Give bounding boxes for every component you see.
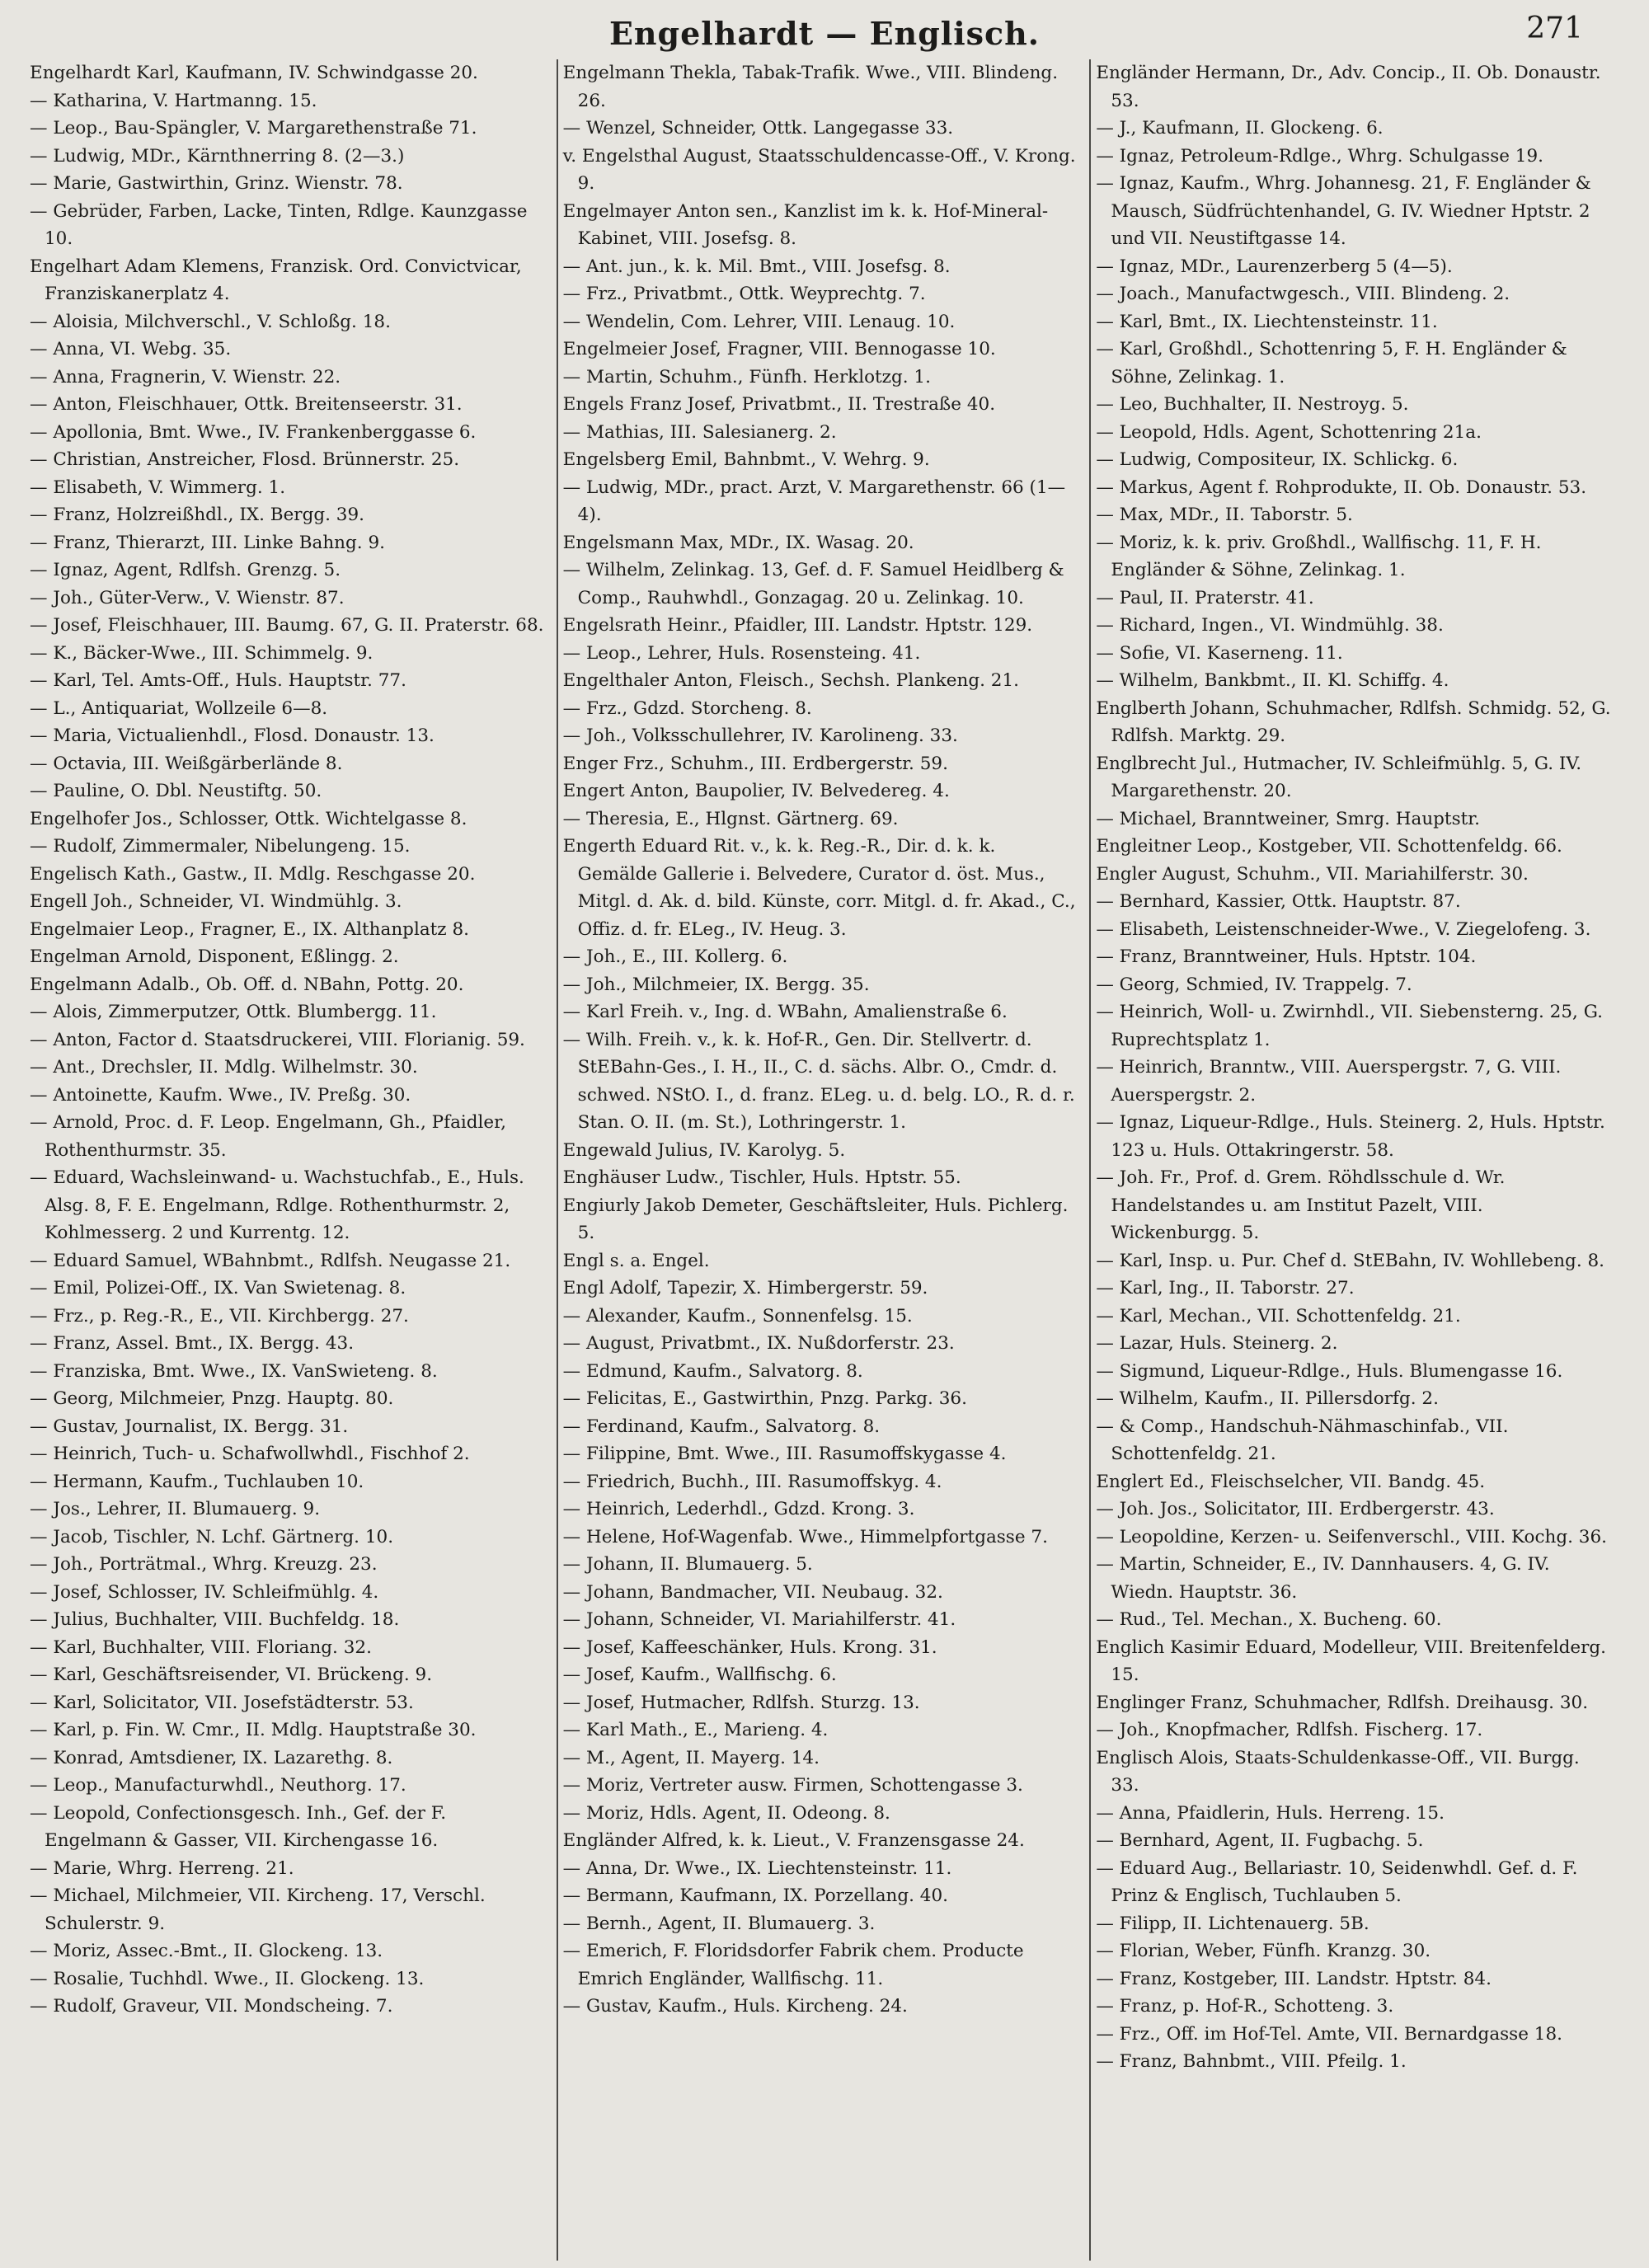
running-head: Engelhardt — Englisch. [608, 15, 1041, 52]
directory-entry: — Anna, Dr. Wwe., IX. Liechtensteinstr. 11. [562, 1857, 952, 1879]
directory-entry: — Joh., Milchmeier, IX. Bergg. 35. [562, 974, 870, 995]
directory-entry: — Bernhard, Agent, II. Fugbachg. 5. [1096, 1830, 1424, 1851]
directory-entry: Engelman Arnold, Disponent, Eßlingg. 2. [30, 946, 399, 967]
directory-entry: — Ignaz, Liqueur-Rdlge., Huls. Steinerg. 2, Huls. Hptstr. 123 u. Huls. Ottakringerstr. 58. [1096, 1112, 1605, 1161]
directory-entry: — Michael, Milchmeier, VII. Kircheng. 17, Verschl. Schulerstr. 9. [30, 1885, 486, 1934]
directory-entry: — Eduard Samuel, WBahnbmt., Rdlfsh. Neugasse 21. [30, 1250, 511, 1271]
directory-entry: — Frz., Off. im Hof-Tel. Amte, VII. Bernardgasse 18. [1096, 2023, 1562, 2045]
directory-entry: — Joh., Güter-Verw., V. Wienstr. 87. [30, 587, 345, 608]
directory-entry: Engerth Eduard Rit. v., k. k. Reg.-R., Dir. d. k. k. Gemälde Gallerie i. Belvedere, Curator d. öst. Mus., Mitgl. d. Ak. d. bild. Künste, corr. Mitgl. d. fr. Akad., C., Offiz. d. fr. ELeg., IV. Heug. 3. [562, 836, 1076, 940]
directory-entry: — Leopoldine, Kerzen- u. Seifenverschl., VIII. Kochg. 36. [1096, 1526, 1608, 1547]
directory-entry: Engelsrath Heinr., Pfaidler, III. Landstr. Hptstr. 129. [562, 615, 1033, 636]
directory-entry: Engelisch Kath., Gastw., II. Mdlg. Reschgasse 20. [30, 863, 476, 885]
directory-entry: — Antoinette, Kaufm. Wwe., IV. Preßg. 30. [30, 1084, 411, 1106]
directory-entry: — Felicitas, E., Gastwirthin, Pnzg. Parkg. 36. [562, 1388, 967, 1409]
directory-entry: — Joh., Volksschullehrer, IV. Karolineng. 33. [562, 725, 958, 746]
directory-entry: — Josef, Kaffeeschänker, Huls. Krong. 31. [562, 1636, 937, 1658]
directory-entry: — Franziska, Bmt. Wwe., IX. VanSwieteng. 8. [30, 1360, 438, 1382]
directory-entry: — Apollonia, Bmt. Wwe., IV. Frankenberggasse 6. [30, 421, 477, 443]
directory-entry: — Ludwig, MDr., Kärnthnerring 8. (2—3.) [30, 145, 405, 167]
directory-entry: Engelmann Adalb., Ob. Off. d. NBahn, Pottg. 20. [30, 974, 464, 995]
directory-entry: — Ignaz, MDr., Laurenzerberg 5 (4—5). [1096, 256, 1453, 277]
directory-entry: — Frz., Privatbmt., Ottk. Weyprechtg. 7. [562, 284, 926, 304]
directory-entry: — Johann, Schneider, VI. Mariahilferstr. 41. [562, 1609, 956, 1630]
directory-entry: Englinger Franz, Schuhmacher, Rdlfsh. Dreihausg. 30. [1096, 1692, 1589, 1713]
directory-entry: Engelsmann Max, MDr., IX. Wasag. 20. [562, 532, 914, 553]
directory-entry: Engl s. a. Engel. [562, 1250, 710, 1271]
directory-entry: — Franz, Branntweiner, Huls. Hptstr. 104. [1096, 946, 1477, 967]
directory-entry: Engler August, Schuhm., VII. Mariahilferstr. 30. [1096, 863, 1529, 885]
directory-entry: — Marie, Gastwirthin, Grinz. Wienstr. 78. [30, 173, 403, 194]
directory-entry: Englberth Johann, Schuhmacher, Rdlfsh. Schmidg. 52, G. Rdlfsh. Marktg. 29. [1096, 697, 1611, 746]
directory-entry: Engelhart Adam Klemens, Franzisk. Ord. Convictvicar, Franziskanerplatz 4. [30, 256, 522, 304]
directory-entry: — Rud., Tel. Mechan., X. Bucheng. 60. [1096, 1609, 1442, 1630]
directory-entry: — Franz, p. Hof-R., Schotteng. 3. [1096, 1996, 1394, 2017]
directory-entry: Engelmann Thekla, Tabak-Trafik. Wwe., VIII. Blindeng. 26. [562, 63, 1059, 111]
directory-entry: — Karl, Insp. u. Pur. Chef d. StEBahn, IV. Wohllebeng. 8. [1096, 1250, 1604, 1271]
entry-columns [25, 59, 1616, 2261]
directory-entry: — Leop., Bau-Spängler, V. Margarethenstraße 71. [30, 118, 477, 139]
directory-entry: — Filippine, Bmt. Wwe., III. Rasumoffskygasse 4. [562, 1444, 1007, 1464]
directory-entry: Enghäuser Ludw., Tischler, Huls. Hptstr. 55. [562, 1167, 961, 1188]
directory-entry: — Ignaz, Petroleum-Rdlge., Whrg. Schulgasse 19. [1096, 145, 1543, 167]
directory-entry: Engelmeier Josef, Fragner, VIII. Bennogasse 10. [562, 339, 996, 359]
directory-entry: Engländer Hermann, Dr., Adv. Concip., II. Ob. Donaustr. 53. [1096, 63, 1601, 111]
directory-entry: — Alexander, Kaufm., Sonnenfelsg. 15. [562, 1305, 913, 1327]
directory-entry: — Josef, Fleischhauer, III. Baumg. 67, G. II. Praterstr. 68. [30, 615, 544, 636]
directory-entry: — Franz, Kostgeber, III. Landstr. Hptstr. 84. [1096, 1968, 1492, 1989]
directory-entry: — L., Antiquariat, Wollzeile 6—8. [30, 697, 328, 719]
directory-entry: — Franz, Assel. Bmt., IX. Bergg. 43. [30, 1333, 355, 1354]
directory-entry: — Alois, Zimmerputzer, Ottk. Blumbergg. 11. [30, 1002, 437, 1022]
directory-entry: — Karl, Tel. Amts-Off., Huls. Hauptstr. 77. [30, 670, 406, 691]
directory-entry: — Jos., Lehrer, II. Blumauerg. 9. [30, 1499, 321, 1519]
directory-entry: — Moriz, Hdls. Agent, II. Odeong. 8. [562, 1802, 890, 1824]
directory-entry: — Konrad, Amtsdiener, IX. Lazarethg. 8. [30, 1747, 393, 1768]
directory-entry: — Octavia, III. Weißgärberlände 8. [30, 753, 343, 774]
directory-entry: — Frz., Gdzd. Storcheng. 8. [562, 697, 812, 719]
directory-entry: — Ludwig, Compositeur, IX. Schlickg. 6. [1096, 449, 1459, 470]
directory-entry: — Wilh. Freih. v., k. k. Hof-R., Gen. Dir. Stellvertr. d. StEBahn-Ges., I. H., II., C. d. sächs. Albr. O., Cmdr. d. schwed. NStO. I., d. franz. ELeg. u. d. belg. LO., R. d. r. Stan. O. II. (m. St.), Lothringerstr. 1. [562, 1029, 1075, 1133]
directory-entry: Englisch Alois, Staats-Schuldenkasse-Off., VII. Burgg. 33. [1096, 1747, 1580, 1796]
directory-entry: — Markus, Agent f. Rohprodukte, II. Ob. Donaustr. 53. [1096, 477, 1587, 498]
directory-entry: — Karl, Solicitator, VII. Josefstädterstr. 53. [30, 1692, 414, 1713]
directory-entry: — Leop., Manufacturwhdl., Neuthorg. 17. [30, 1775, 406, 1796]
directory-entry: — Maria, Victualienhdl., Flosd. Donaustr. 13. [30, 725, 435, 746]
directory-entry: Engiurly Jakob Demeter, Geschäftsleiter, Huls. Pichlerg. 5. [562, 1195, 1069, 1243]
directory-entry: — Sigmund, Liqueur-Rdlge., Huls. Blumengasse 16. [1096, 1360, 1563, 1382]
directory-entry: — Paul, II. Praterstr. 41. [1096, 587, 1314, 608]
directory-entry: — Helene, Hof-Wagenfab. Wwe., Himmelpfortgasse 7. [562, 1526, 1048, 1547]
directory-entry: — Edmund, Kaufm., Salvatorg. 8. [562, 1360, 863, 1382]
directory-entry: — Martin, Schneider, E., IV. Dannhausers. 4, G. IV. Wiedn. Hauptstr. 36. [1096, 1554, 1550, 1603]
directory-entry: — Gebrüder, Farben, Lacke, Tinten, Rdlge. Kaunzgasse 10. [30, 200, 528, 249]
directory-entry: — Wilhelm, Zelinkag. 13, Gef. d. F. Samuel Heidlberg & Comp., Rauhwhdl., Gonzagag. 20 u. Zelinkag. 10. [562, 560, 1064, 608]
directory-entry: — Ludwig, MDr., pract. Arzt, V. Margarethenstr. 66 (1—4). [562, 477, 1066, 525]
page-header [0, 12, 1649, 53]
directory-entry: — August, Privatbmt., IX. Nußdorferstr. 23. [562, 1333, 955, 1354]
directory-entry: — J., Kaufmann, II. Glockeng. 6. [1096, 118, 1384, 139]
directory-entry: — Karl, Buchhalter, VIII. Floriang. 32. [30, 1636, 372, 1658]
directory-entry: — Karl Math., E., Marieng. 4. [562, 1720, 829, 1740]
directory-entry: Engleitner Leop., Kostgeber, VII. Schottenfeldg. 66. [1096, 836, 1562, 857]
directory-entry: — Hermann, Kaufm., Tuchlauben 10. [30, 1471, 364, 1492]
directory-entry: — Eduard, Wachsleinwand- u. Wachstuchfab., E., Huls. Alsg. 8, F. E. Engelmann, Rdlge. Rothenthurmstr. 2, Kohlmesserg. 2 und Kurrentg. 12. [30, 1167, 524, 1243]
directory-entry: Engert Anton, Baupolier, IV. Belvedereg. 4. [562, 781, 950, 801]
directory-entry: — Leopold, Hdls. Agent, Schottenring 21a. [1096, 421, 1482, 443]
directory-entry: — Johann, Bandmacher, VII. Neubaug. 32. [562, 1581, 943, 1603]
directory-entry: Englich Kasimir Eduard, Modelleur, VIII. Breitenfelderg. 15. [1096, 1636, 1606, 1685]
directory-entry: Englert Ed., Fleischselcher, VII. Bandg. 45. [1096, 1471, 1486, 1492]
directory-entry: — Bermann, Kaufmann, IX. Porzellang. 40. [562, 1885, 949, 1906]
directory-entry: — Martin, Schuhm., Fünfh. Herklotzg. 1. [562, 366, 931, 387]
directory-entry: — Rudolf, Zimmermaler, Nibelungeng. 15. [30, 836, 411, 857]
directory-entry: — Joach., Manufactwgesch., VIII. Blindeng. 2. [1096, 284, 1510, 304]
directory-entry: — Karl, Mechan., VII. Schottenfeldg. 21. [1096, 1305, 1461, 1327]
directory-entry: — Arnold, Proc. d. F. Leop. Engelmann, Gh., Pfaidler, Rothenthurmstr. 35. [30, 1112, 506, 1161]
directory-entry: — Pauline, O. Dbl. Neustiftg. 50. [30, 781, 322, 801]
directory-entry: — Rosalie, Tuchhdl. Wwe., II. Glockeng. 13. [30, 1968, 425, 1989]
directory-entry: — Moriz, k. k. priv. Großhdl., Wallfischg. 11, F. H. Engländer & Söhne, Zelinkag. 1. [1096, 532, 1542, 580]
column-2 [557, 59, 1083, 2261]
directory-entry: — Anna, VI. Webg. 35. [30, 339, 232, 359]
directory-entry: — Karl Freih. v., Ing. d. WBahn, Amalienstraße 6. [562, 1002, 1008, 1022]
directory-entry: — Georg, Milchmeier, Pnzg. Hauptg. 80. [30, 1388, 394, 1409]
directory-entry: — Karl, Ing., II. Taborstr. 27. [1096, 1278, 1355, 1298]
directory-entry: — Friedrich, Buchh., III. Rasumoffskyg. 4. [562, 1471, 942, 1492]
directory-entry: Engelhardt Karl, Kaufmann, IV. Schwindgasse 20. [30, 63, 478, 83]
directory-entry: — Gustav, Kaufm., Huls. Kircheng. 24. [562, 1996, 908, 2017]
directory-entry: — Moriz, Assec.-Bmt., II. Glockeng. 13. [30, 1941, 383, 1961]
directory-entry: — Ignaz, Kaufm., Whrg. Johannesg. 21, F. Engländer & Mausch, Südfrüchtenhandel, G. IV. Wiedner Hptstr. 2 und VII. Neustiftgasse 14. [1096, 173, 1591, 249]
directory-entry: Engelsberg Emil, Bahnbmt., V. Wehrg. 9. [562, 449, 930, 470]
directory-entry: — Florian, Weber, Fünfh. Kranzg. 30. [1096, 1941, 1431, 1961]
directory-entry: — Karl, Großhdl., Schottenring 5, F. H. Engländer & Söhne, Zelinkag. 1. [1096, 339, 1567, 387]
directory-entry: — Wilhelm, Bankbmt., II. Kl. Schiffg. 4. [1096, 670, 1449, 691]
directory-entry: — Richard, Ingen., VI. Windmühlg. 38. [1096, 615, 1444, 636]
directory-entry: — Karl, Geschäftsreisender, VI. Brückeng. 9. [30, 1665, 433, 1685]
directory-entry: — Franz, Thierarzt, III. Linke Bahng. 9. [30, 532, 385, 553]
directory-entry: Engländer Alfred, k. k. Lieut., V. Franzensgasse 24. [562, 1830, 1025, 1851]
directory-entry: — Marie, Whrg. Herreng. 21. [30, 1857, 294, 1879]
directory-entry: — Joh. Fr., Prof. d. Grem. Röhdlsschule d. Wr. Handelstandes u. am Institut Pazelt, VIII. Wickenburgg. 5. [1096, 1167, 1506, 1243]
directory-entry: — Filipp, II. Lichtenauerg. 5B. [1096, 1913, 1369, 1934]
directory-entry: — Ignaz, Agent, Rdlfsh. Grenzg. 5. [30, 560, 341, 580]
directory-entry: — Leo, Buchhalter, II. Nestroyg. 5. [1096, 394, 1409, 415]
directory-entry: — Heinrich, Woll- u. Zwirnhdl., VII. Siebensterng. 25, G. Ruprechtsplatz 1. [1096, 1002, 1603, 1050]
page-number: 271 [1526, 12, 1583, 45]
directory-entry: — Emerich, F. Floridsdorfer Fabrik chem. Producte Emrich Engländer, Wallfischg. 11. [562, 1941, 1024, 1989]
directory-entry: — Anna, Pfaidlerin, Huls. Herreng. 15. [1096, 1802, 1445, 1824]
directory-entry: Enger Frz., Schuhm., III. Erdbergerstr. 59. [562, 753, 948, 774]
directory-entry: — Ant., Drechsler, II. Mdlg. Wilhelmstr. 30. [30, 1057, 418, 1078]
directory-entry: — Max, MDr., II. Taborstr. 5. [1096, 505, 1353, 525]
directory-entry: — Anton, Fleischhauer, Ottk. Breitenseerstr. 31. [30, 394, 463, 415]
directory-entry: — K., Bäcker-Wwe., III. Schimmelg. 9. [30, 642, 373, 664]
directory-entry: — M., Agent, II. Mayerg. 14. [562, 1747, 820, 1768]
directory-entry: Engell Joh., Schneider, VI. Windmühlg. 3. [30, 891, 402, 912]
directory-entry: — Theresia, E., Hlgnst. Gärtnerg. 69. [562, 808, 899, 829]
column-1 [25, 59, 550, 2261]
directory-entry: — Gustav, Journalist, IX. Bergg. 31. [30, 1416, 349, 1437]
directory-entry: Engelmaier Leop., Fragner, E., IX. Althanplatz 8. [30, 918, 469, 940]
directory-entry: — Georg, Schmied, IV. Trappelg. 7. [1096, 974, 1412, 995]
directory-entry: — Emil, Polizei-Off., IX. Van Swietenag. 8. [30, 1278, 406, 1298]
directory-entry: — Frz., p. Reg.-R., E., VII. Kirchbergg. 27. [30, 1305, 409, 1327]
directory-entry: — Heinrich, Branntw., VIII. Auerspergstr. 7, G. VIII. Auerspergstr. 2. [1096, 1057, 1562, 1106]
column-3 [1089, 59, 1616, 2261]
directory-entry: — Eduard Aug., Bellariastr. 10, Seidenwhdl. Gef. d. F. Prinz & Englisch, Tuchlauben 5. [1096, 1857, 1578, 1906]
directory-entry: — Leop., Lehrer, Huls. Rosensteing. 41. [562, 642, 921, 664]
directory-entry: — Ferdinand, Kaufm., Salvatorg. 8. [562, 1416, 881, 1437]
directory-entry: — Franz, Holzreißhdl., IX. Bergg. 39. [30, 505, 364, 525]
directory-entry: — Michael, Branntweiner, Smrg. Hauptstr. [1096, 808, 1480, 829]
directory-entry: — Joh., Porträtmal., Whrg. Kreuzg. 23. [30, 1554, 378, 1575]
directory-entry: — Sofie, VI. Kaserneng. 11. [1096, 642, 1343, 664]
directory-entry: — & Comp., Handschuh-Nähmaschinfab., VII. Schottenfeldg. 21. [1096, 1416, 1509, 1464]
directory-entry: — Josef, Schlosser, IV. Schleifmühlg. 4. [30, 1581, 379, 1603]
directory-entry: — Joh., Knopfmacher, Rdlfsh. Fischerg. 17. [1096, 1720, 1483, 1740]
directory-entry: — Franz, Bahnbmt., VIII. Pfeilg. 1. [1096, 2051, 1407, 2072]
directory-entry: v. Engelsthal August, Staatsschuldencasse-Off., V. Krong. 9. [562, 145, 1076, 194]
directory-entry: Engewald Julius, IV. Karolyg. 5. [562, 1139, 846, 1161]
directory-entry: — Elisabeth, Leistenschneider-Wwe., V. Ziegelofeng. 3. [1096, 918, 1591, 940]
directory-entry: — Lazar, Huls. Steinerg. 2. [1096, 1333, 1338, 1354]
directory-entry: — Johann, II. Blumauerg. 5. [562, 1554, 813, 1575]
directory-entry: — Wenzel, Schneider, Ottk. Langegasse 33. [562, 118, 954, 139]
directory-entry: — Joh. Jos., Solicitator, III. Erdbergerstr. 43. [1096, 1499, 1495, 1519]
directory-entry: Englbrecht Jul., Hutmacher, IV. Schleifmühlg. 5, G. IV. Margarethenstr. 20. [1096, 753, 1582, 801]
directory-entry: — Joh., E., III. Kollerg. 6. [562, 946, 788, 967]
directory-entry: — Katharina, V. Hartmanng. 15. [30, 90, 317, 111]
directory-entry: — Ant. jun., k. k. Mil. Bmt., VIII. Josefsg. 8. [562, 256, 951, 277]
directory-entry: — Karl, Bmt., IX. Liechtensteinstr. 11. [1096, 311, 1438, 332]
directory-entry: Engelhofer Jos., Schlosser, Ottk. Wichtelgasse 8. [30, 808, 467, 829]
directory-entry: — Wilhelm, Kaufm., II. Pillersdorfg. 2. [1096, 1388, 1439, 1409]
directory-entry: — Heinrich, Tuch- u. Schafwollwhdl., Fischhof 2. [30, 1444, 470, 1464]
directory-entry: Engl Adolf, Tapezir, X. Himbergerstr. 59. [562, 1278, 928, 1298]
directory-entry: — Wendelin, Com. Lehrer, VIII. Lenaug. 10. [562, 311, 956, 332]
directory-entry: — Elisabeth, V. Wimmerg. 1. [30, 477, 286, 498]
directory-entry: — Anton, Factor d. Staatsdruckerei, VIII. Florianig. 59. [30, 1029, 525, 1050]
directory-entry: — Julius, Buchhalter, VIII. Buchfeldg. 18. [30, 1609, 400, 1630]
directory-entry: — Rudolf, Graveur, VII. Mondscheing. 7. [30, 1996, 393, 2017]
directory-entry: — Heinrich, Lederhdl., Gdzd. Krong. 3. [562, 1499, 915, 1519]
directory-entry: Engels Franz Josef, Privatbmt., II. Trestraße 40. [562, 394, 996, 415]
directory-entry: Engelthaler Anton, Fleisch., Sechsh. Plankeng. 21. [562, 670, 1020, 691]
directory-entry: — Leopold, Confectionsgesch. Inh., Gef. der F. Engelmann & Gasser, VII. Kirchengasse 16. [30, 1802, 447, 1851]
directory-entry: — Bernh., Agent, II. Blumauerg. 3. [562, 1913, 876, 1934]
directory-entry: — Moriz, Vertreter ausw. Firmen, Schottengasse 3. [562, 1775, 1023, 1796]
directory-entry: — Josef, Kaufm., Wallfischg. 6. [562, 1665, 837, 1685]
directory-entry: — Karl, p. Fin. W. Cmr., II. Mdlg. Hauptstraße 30. [30, 1720, 477, 1740]
directory-entry: — Aloisia, Milchverschl., V. Schloßg. 18. [30, 311, 391, 332]
directory-entry: — Christian, Anstreicher, Flosd. Brünnerstr. 25. [30, 449, 460, 470]
directory-entry: — Anna, Fragnerin, V. Wienstr. 22. [30, 366, 341, 387]
directory-entry: — Mathias, III. Salesianerg. 2. [562, 421, 837, 443]
directory-entry: — Bernhard, Kassier, Ottk. Hauptstr. 87. [1096, 891, 1461, 912]
directory-entry: — Josef, Hutmacher, Rdlfsh. Sturzg. 13. [562, 1692, 920, 1713]
directory-entry: Engelmayer Anton sen., Kanzlist im k. k. Hof-Mineral-Kabinet, VIII. Josefsg. 8. [562, 200, 1049, 249]
directory-entry: — Jacob, Tischler, N. Lchf. Gärtnerg. 10. [30, 1526, 394, 1547]
